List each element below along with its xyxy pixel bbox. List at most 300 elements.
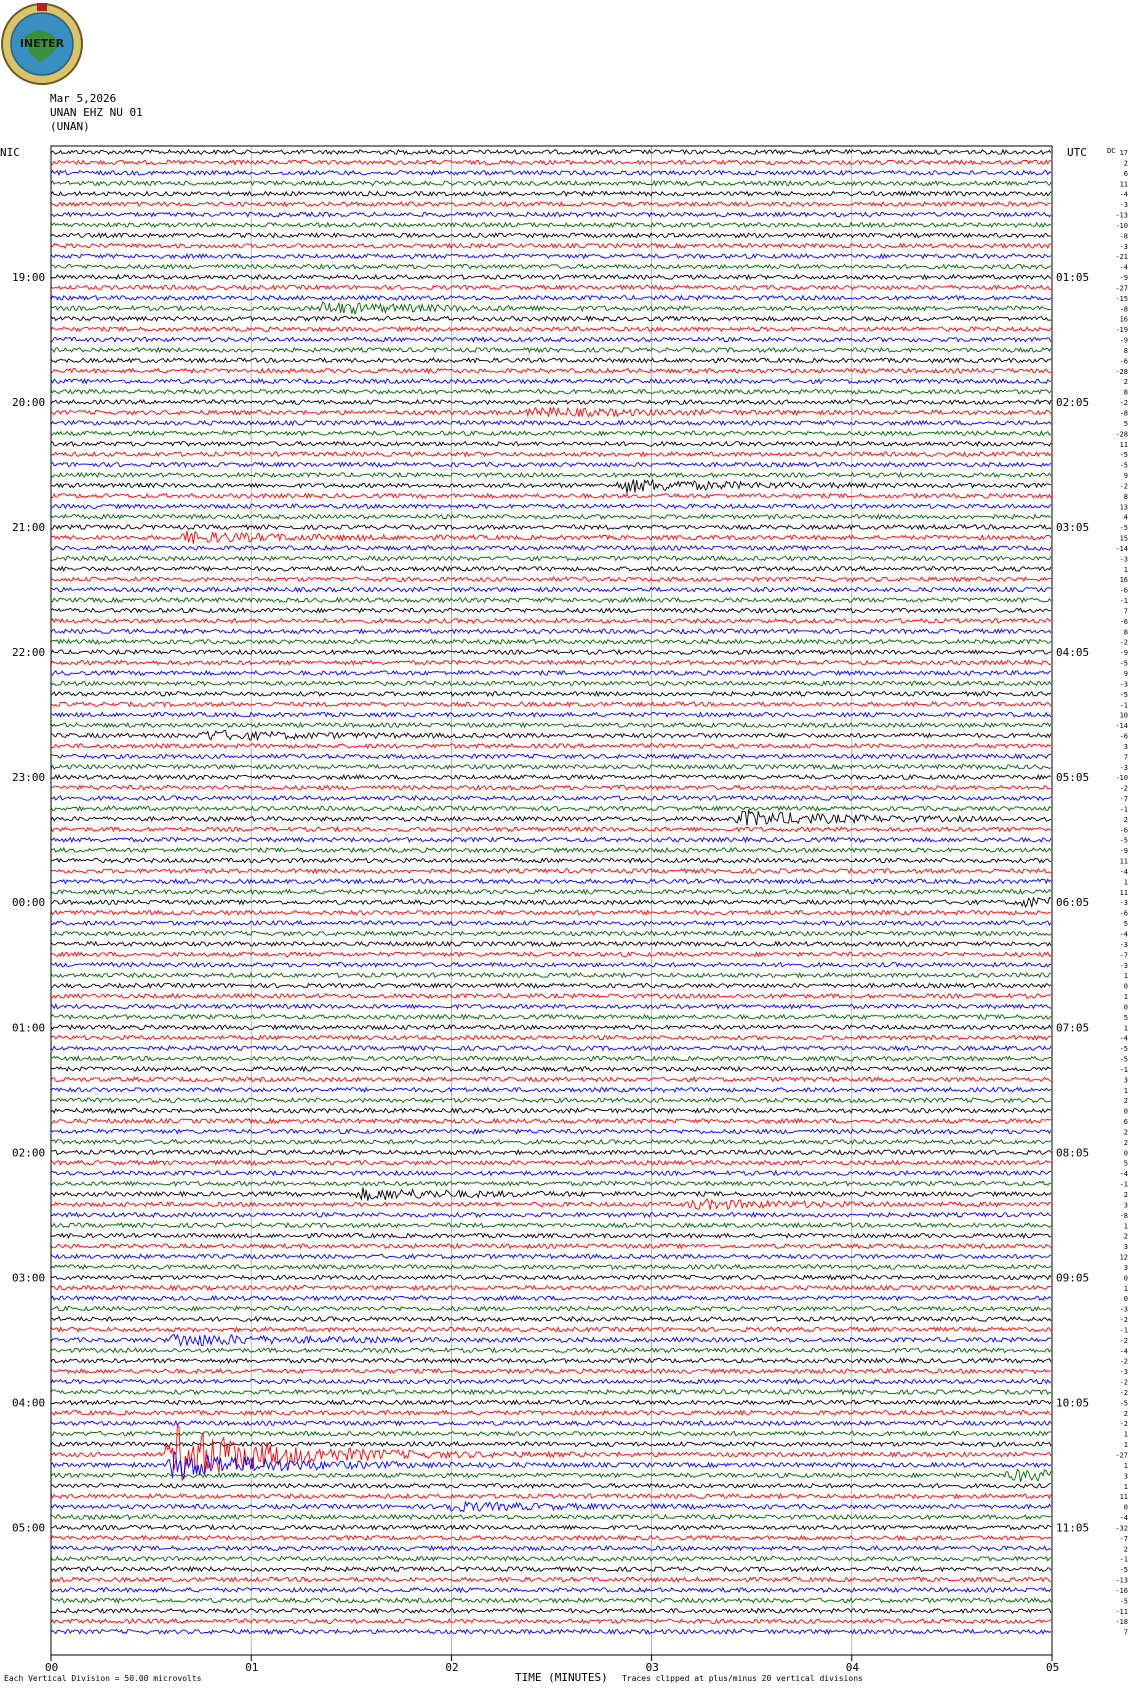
dc-offset-value: 1 [1123, 993, 1128, 1002]
dc-offset-value: -2 [1119, 638, 1128, 647]
x-tick-label: 01 [245, 1661, 259, 1674]
dc-offset-value: 11 [1119, 857, 1128, 866]
dc-offset-value: -11 [1115, 1607, 1128, 1616]
trace-line [51, 1567, 1051, 1571]
dc-offset-value: -1 [1119, 701, 1128, 710]
trace-line [51, 952, 1051, 956]
trace-line [51, 181, 1051, 185]
dc-offset-value: -4 [1119, 1514, 1128, 1523]
trace-line [51, 296, 1051, 300]
dc-offset-value: 1 [1123, 1086, 1128, 1095]
dc-offset-value: 9 [1123, 670, 1128, 678]
dc-offset-value: 1 [1123, 878, 1128, 887]
trace-line [51, 1598, 1051, 1602]
trace-line [51, 587, 1051, 591]
right-hour-label: 08:05 [1056, 1146, 1090, 1160]
dc-offset-value: 5 [1123, 1013, 1128, 1022]
dc-offset-value: 5 [1123, 920, 1128, 929]
dc-offset-value: -3 [1119, 961, 1128, 970]
dc-offset-value: 8 [1123, 388, 1128, 397]
trace-line [51, 1619, 1051, 1623]
dc-offset-value: -2 [1119, 1336, 1128, 1345]
dc-offset-value: -32 [1115, 1524, 1128, 1533]
x-tick-label: 03 [645, 1661, 659, 1674]
trace-line [51, 407, 1051, 417]
dc-label: DC [1107, 147, 1116, 155]
dc-offset-value: 7 [1123, 607, 1128, 616]
left-hour-label: 02:00 [12, 1146, 46, 1160]
trace-line [51, 452, 1051, 456]
dc-offset-value: -3 [1119, 940, 1128, 949]
trace-line [51, 1244, 1051, 1248]
trace-line [51, 931, 1051, 935]
dc-offset-value: -5 [1119, 690, 1128, 699]
dc-offset-value: 1 [1123, 1284, 1128, 1293]
dc-offset-value: 2 [1123, 159, 1128, 168]
right-hour-label: 04:05 [1056, 646, 1090, 660]
dc-offset-value: 3 [1123, 1243, 1128, 1252]
header-date: Mar 5,2026 [50, 92, 117, 105]
trace-line [51, 681, 1051, 685]
dc-offset-value: 11 [1119, 180, 1128, 189]
trace-line [51, 1359, 1051, 1363]
trace-line [51, 473, 1051, 477]
dc-offset-column [1115, 149, 1128, 1637]
dc-offset-value: 11 [1119, 888, 1128, 897]
dc-offset-value: 1 [1123, 565, 1128, 574]
dc-offset-value: -1 [1119, 805, 1128, 814]
left-hour-label: 00:00 [12, 896, 46, 910]
trace-line [51, 264, 1051, 268]
dc-offset-value: -5 [1119, 524, 1128, 533]
trace-line [51, 1502, 1051, 1512]
trace-line [51, 1046, 1051, 1050]
dc-offset-value: -6 [1119, 732, 1128, 741]
trace-line [51, 730, 1051, 740]
trace-line [51, 1199, 1051, 1210]
x-axis-title: TIME (MINUTES) [515, 1671, 608, 1684]
trace-line [51, 223, 1051, 227]
dc-offset-value: 2 [1123, 1545, 1128, 1554]
dc-offset-value: -27 [1115, 284, 1128, 293]
dc-offset-value: 0 [1123, 1503, 1128, 1512]
trace-line [51, 1004, 1051, 1008]
trace-line [51, 1181, 1051, 1185]
trace-line [51, 879, 1051, 883]
trace-line [51, 702, 1051, 706]
trace-line [51, 1234, 1051, 1238]
trace-line [51, 827, 1051, 831]
dc-offset-value: 5 [1123, 419, 1128, 428]
dc-offset-value: 2 [1123, 1128, 1128, 1137]
dc-offset-value: 7 [1123, 753, 1128, 762]
trace-line [51, 150, 1051, 154]
dc-offset-value: 1 [1123, 1482, 1128, 1491]
trace-line [51, 890, 1051, 894]
trace-line [51, 1484, 1051, 1488]
left-hour-label: 20:00 [12, 396, 46, 410]
dc-offset-value: -9 [1119, 336, 1128, 345]
dc-offset-value: -2 [1119, 1357, 1128, 1366]
trace-line [51, 1108, 1051, 1112]
trace-line [51, 244, 1051, 248]
dc-offset-value: -5 [1119, 1566, 1128, 1575]
trace-line [51, 1369, 1051, 1373]
left-hour-label: 03:00 [12, 1271, 46, 1285]
trace-line [51, 1525, 1051, 1529]
trace-line [51, 1469, 1051, 1482]
left-timezone-label: NIC [0, 146, 20, 159]
left-hour-label: 04:00 [12, 1396, 46, 1410]
dc-offset-value: -5 [1119, 461, 1128, 470]
trace-line [51, 1546, 1051, 1550]
trace-line [51, 1335, 1051, 1346]
dc-offset-value: 6 [1123, 169, 1128, 178]
trace-line [51, 556, 1051, 560]
right-hour-label: 10:05 [1056, 1396, 1090, 1410]
dc-offset-value: -7 [1119, 795, 1128, 804]
dc-offset-value: 0 [1123, 1274, 1128, 1283]
dc-offset-value: -5 [1119, 1055, 1128, 1064]
header-station: UNAN EHZ NU 01 [50, 106, 143, 119]
dc-offset-value: -8 [1119, 409, 1128, 418]
trace-line [51, 421, 1051, 425]
dc-offset-value: -27 [1115, 1451, 1128, 1460]
trace-line [51, 796, 1051, 800]
trace-line [51, 479, 1051, 493]
dc-offset-value: 1 [1123, 972, 1128, 981]
trace-line [51, 327, 1051, 331]
trace-line [51, 1025, 1051, 1029]
dc-offset-value: 3 [1123, 1076, 1128, 1085]
trace-line [51, 1129, 1051, 1133]
left-hour-label: 19:00 [12, 271, 46, 285]
trace-line [51, 963, 1051, 967]
trace-line [51, 1400, 1051, 1404]
dc-offset-value: -6 [1119, 357, 1128, 366]
dc-offset-value: 8 [1123, 492, 1128, 501]
trace-line [51, 1036, 1051, 1040]
x-tick-label: 02 [445, 1661, 459, 1674]
dc-offset-value: -2 [1119, 482, 1128, 491]
dc-offset-value: -9 [1119, 274, 1128, 283]
dc-offset-value: -21 [1115, 253, 1128, 262]
dc-offset-value: -4 [1119, 1170, 1128, 1179]
trace-line [51, 598, 1051, 602]
right-hour-label: 09:05 [1056, 1271, 1090, 1285]
dc-offset-value: 15 [1119, 534, 1128, 543]
dc-offset-value: 1 [1123, 1430, 1128, 1439]
x-tick-label: 04 [845, 1661, 860, 1674]
trace-line [51, 302, 1051, 314]
trace-line [51, 765, 1051, 769]
dc-offset-value: -8 [1119, 1211, 1128, 1220]
trace-line [51, 775, 1051, 779]
dc-offset-value: 1 [1123, 1222, 1128, 1231]
dc-offset-value: -1 [1119, 597, 1128, 606]
trace-line [51, 629, 1051, 633]
seismic-traces [51, 150, 1051, 1634]
trace-line [51, 1411, 1051, 1415]
dc-offset-value: -3 [1119, 242, 1128, 251]
dc-offset-value: 7 [1123, 1628, 1128, 1637]
dc-offset-value: 2 [1123, 378, 1128, 387]
dc-offset-value: -13 [1115, 211, 1128, 220]
dc-offset-value: -14 [1115, 722, 1128, 731]
trace-line [51, 442, 1051, 446]
x-tick-label: 00 [45, 1661, 59, 1674]
dc-offset-value: -4 [1119, 867, 1128, 876]
trace-line [51, 160, 1051, 164]
trace-line [51, 660, 1051, 664]
trace-line [51, 1390, 1051, 1394]
dc-offset-value: -5 [1119, 1399, 1128, 1408]
trace-line [51, 1119, 1051, 1123]
dc-offset-value: 2 [1123, 1097, 1128, 1106]
trace-line [51, 1432, 1051, 1436]
dc-offset-value: -8 [1119, 305, 1128, 314]
trace-line [51, 1588, 1051, 1592]
dc-offset-value: -15 [1115, 294, 1128, 303]
dc-offset-value: 2 [1123, 1138, 1128, 1147]
trace-line [51, 1187, 1051, 1200]
trace-line [51, 546, 1051, 550]
dc-offset-value: 1 [1123, 1441, 1128, 1450]
dc-offset-value: 13 [1119, 503, 1128, 512]
dc-offset-value: -1 [1119, 1326, 1128, 1335]
trace-line [51, 525, 1051, 529]
trace-line [51, 911, 1051, 915]
trace-line [51, 1557, 1051, 1561]
trace-line [51, 921, 1051, 925]
dc-offset-value: -14 [1115, 544, 1128, 553]
trace-line [51, 1536, 1051, 1540]
dc-offset-value: 3 [1123, 742, 1128, 751]
trace-line [51, 171, 1051, 175]
trace-line [51, 1327, 1051, 1331]
right-hour-label: 05:05 [1056, 771, 1090, 785]
right-hour-label: 07:05 [1056, 1021, 1090, 1035]
dc-offset-value: -2 [1119, 1378, 1128, 1387]
trace-line [51, 369, 1051, 373]
trace-line [51, 254, 1051, 258]
trace-line [51, 898, 1051, 908]
dc-offset-value: 8 [1123, 346, 1128, 355]
trace-line [51, 1213, 1051, 1217]
dc-offset-value: -1 [1119, 1180, 1128, 1189]
dc-offset-value: -5 [1119, 836, 1128, 845]
dc-offset-value: -4 [1119, 1347, 1128, 1356]
trace-line [51, 671, 1051, 675]
trace-line [51, 1348, 1051, 1352]
dc-offset-value: -3 [1119, 1368, 1128, 1377]
dc-offset-value: -2 [1119, 399, 1128, 408]
trace-line [51, 1286, 1051, 1290]
trace-line [51, 1317, 1051, 1321]
dc-offset-value: -2 [1119, 1388, 1128, 1397]
trace-line [51, 810, 1051, 825]
right-hour-label: 01:05 [1056, 271, 1090, 285]
dc-offset-value: -3 [1119, 201, 1128, 210]
trace-line [51, 869, 1051, 873]
dc-offset-value: -10 [1115, 221, 1128, 230]
trace-line [51, 640, 1051, 644]
trace-line [51, 806, 1051, 810]
trace-line [51, 515, 1051, 519]
dc-offset-value: -2 [1119, 1420, 1128, 1429]
dc-offset-value: 0 [1123, 982, 1128, 991]
header-network: (UNAN) [50, 120, 90, 133]
trace-line [51, 1223, 1051, 1227]
dc-offset-value: -28 [1115, 367, 1128, 376]
trace-line [51, 1275, 1051, 1279]
dc-offset-value: -3 [1119, 899, 1128, 908]
trace-line [51, 212, 1051, 216]
dc-offset-value: 3 [1123, 1263, 1128, 1272]
dc-offset-value: -1 [1119, 1555, 1128, 1564]
trace-line [51, 1098, 1051, 1102]
dc-offset-value: 6 [1123, 1118, 1128, 1127]
dc-offset-value: 2 [1123, 1191, 1128, 1199]
dc-offset-value: -3 [1119, 680, 1128, 689]
dc-offset-value: 0 [1123, 1003, 1128, 1012]
dc-offset-value: -9 [1119, 847, 1128, 856]
dc-offset-value: 0 [1123, 1107, 1128, 1116]
dc-offset-value: -6 [1119, 586, 1128, 595]
trace-line [51, 192, 1051, 196]
trace-line [51, 994, 1051, 998]
dc-offset-value: -5 [1119, 659, 1128, 668]
dc-offset-value: 0 [1123, 1149, 1128, 1158]
left-hour-label: 01:00 [12, 1021, 46, 1035]
logo-text: INETER [19, 37, 65, 50]
trace-line [51, 504, 1051, 508]
trace-line [51, 754, 1051, 758]
trace-line [51, 1379, 1051, 1383]
trace-line [51, 1150, 1051, 1154]
trace-line [51, 1609, 1051, 1613]
dc-offset-value: 5 [1123, 1159, 1128, 1168]
trace-line [51, 379, 1051, 383]
dc-offset-value: -3 [1119, 763, 1128, 772]
dc-offset-value: 4 [1123, 513, 1128, 522]
trace-line [51, 337, 1051, 341]
dc-offset-value: -16 [1115, 1586, 1128, 1595]
trace-line [51, 942, 1051, 946]
trace-line [51, 858, 1051, 862]
right-hour-label: 11:05 [1056, 1521, 1090, 1535]
trace-line [51, 1015, 1051, 1019]
clip-note: Traces clipped at plus/minus 20 vertical divisions [622, 1674, 863, 1683]
dc-offset-value: 16 [1119, 315, 1128, 324]
dc-offset-value: 11 [1119, 1493, 1128, 1502]
left-hour-label: 21:00 [12, 521, 46, 535]
trace-line [51, 983, 1051, 987]
trace-line [51, 1306, 1051, 1310]
trace-line [51, 1421, 1051, 1425]
trace-line [51, 650, 1051, 654]
dc-offset-value: 2 [1123, 1409, 1128, 1418]
dc-offset-value: -4 [1119, 1034, 1128, 1043]
trace-line [51, 233, 1051, 237]
trace-line [51, 390, 1051, 394]
dc-offset-value: -7 [1119, 1534, 1128, 1543]
dc-offset-value: 3 [1123, 1201, 1128, 1210]
dc-offset-value: -28 [1115, 430, 1128, 439]
dc-offset-value: -1 [1119, 1065, 1128, 1074]
trace-line [51, 1171, 1051, 1175]
dc-offset-value: -13 [1115, 1576, 1128, 1585]
dc-offset-value: 2 [1123, 1232, 1128, 1241]
dc-offset-value: -6 [1119, 826, 1128, 835]
dc-offset-value: -6 [1119, 617, 1128, 626]
dc-offset-value: -6 [1119, 909, 1128, 918]
dc-offset-value: -8 [1119, 232, 1128, 241]
dc-offset-value: -9 [1119, 649, 1128, 658]
scale-note: Each Vertical Division = 50.00 microvolts [4, 1674, 202, 1683]
trace-line [51, 608, 1051, 612]
trace-line [51, 400, 1051, 404]
dc-offset-value: -18 [1115, 1618, 1128, 1627]
right-hour-label: 06:05 [1056, 896, 1090, 910]
dc-offset-value: -19 [1115, 326, 1128, 335]
left-hour-label: 22:00 [12, 646, 46, 660]
dc-offset-value: 1 [1123, 1461, 1128, 1470]
trace-line [51, 462, 1051, 466]
trace-line [51, 1515, 1051, 1519]
trace-line [51, 838, 1051, 842]
right-hour-label: 02:05 [1056, 396, 1090, 410]
trace-line [51, 577, 1051, 581]
dc-offset-value: 16 [1119, 576, 1128, 585]
trace-line [51, 567, 1051, 571]
trace-line [51, 848, 1051, 852]
trace-line [51, 1056, 1051, 1060]
trace-line [51, 348, 1051, 352]
trace-line [51, 1077, 1051, 1081]
dc-offset-value: 3 [1123, 1472, 1128, 1481]
trace-line [51, 744, 1051, 748]
trace-line [51, 358, 1051, 362]
dc-offset-value: -10 [1115, 774, 1128, 783]
dc-offset-value: -2 [1119, 784, 1128, 793]
trace-line [51, 317, 1051, 321]
dc-offset-value: -4 [1119, 930, 1128, 939]
trace-line [51, 431, 1051, 435]
trace-line [51, 785, 1051, 789]
trace-line [51, 531, 1051, 544]
trace-line [51, 1140, 1051, 1144]
trace-line [51, 1161, 1051, 1165]
dc-offset-value: -3 [1119, 555, 1128, 564]
dc-offset-value: -5 [1119, 451, 1128, 460]
dc-offset-value: 1 [1123, 1024, 1128, 1033]
trace-line [51, 1296, 1051, 1300]
dc-offset-value: 2 [1123, 815, 1128, 824]
trace-line [51, 973, 1051, 977]
dc-offset-value: 9 [1123, 472, 1128, 481]
dc-offset-value: 0 [1123, 1295, 1128, 1304]
trace-line [51, 202, 1051, 206]
left-hour-label: 05:00 [12, 1521, 46, 1535]
trace-line [51, 619, 1051, 623]
dc-offset-value: -4 [1119, 263, 1128, 272]
dc-offset-value: -5 [1119, 1045, 1128, 1054]
dc-offset-value: 17 [1119, 149, 1128, 157]
right-hour-label: 03:05 [1056, 521, 1090, 535]
trace-line [51, 1577, 1051, 1581]
trace-line [51, 692, 1051, 696]
